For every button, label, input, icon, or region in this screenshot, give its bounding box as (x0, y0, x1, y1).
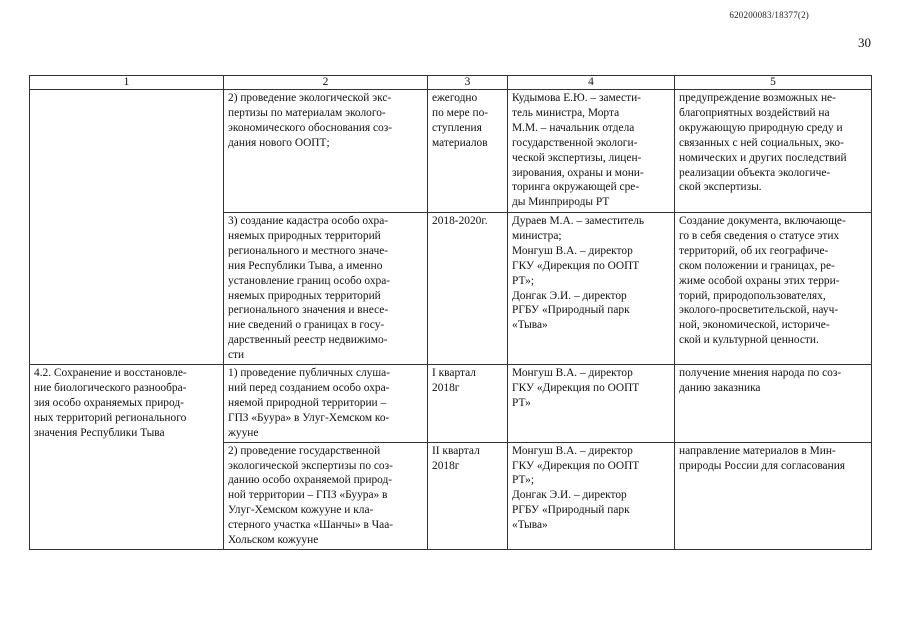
deadline-cell: II квартал 2018г (428, 442, 508, 549)
column-header-2: 2 (224, 76, 428, 90)
measure-cell: 3) создание кадастра особо охра- няемых природных территорий регионального и местного значе- ния Республики Тыва, а именно установление границ особо охра- няемых природных территорий регионального значения и внесе- ние сведений о границах в госу- дарственный реестр недвижимо- сти (224, 213, 428, 365)
column-header-5: 5 (675, 76, 872, 90)
section-cell-empty (30, 90, 224, 365)
result-cell: получение мнения народа по соз- данию заказника (675, 365, 872, 443)
document-id: 620200083/18377(2) (729, 10, 809, 20)
responsible-cell: Монгуш В.А. – директор ГКУ «Дирекция по ООПТ РТ» (508, 365, 675, 443)
measure-cell: 1) проведение публичных слуша- ний перед созданием особо охра- няемой природной территории – ГПЗ «Буура» в Улуг-Хемском ко- жууне (224, 365, 428, 443)
deadline-cell: ежегодно по мере по- ступления материалов (428, 90, 508, 213)
result-cell: предупреждение возможных не- благоприятных воздействий на окружающую природную среду и связанных с ней социальных, эко- номических и других последствий реализации объекта экологиче- ской экспертизы. (675, 90, 872, 213)
measure-cell: 2) проведение государственной экологической экспертизы по соз- данию особо охраняемой природ- ной территории – ГПЗ «Буура» в Улуг-Хемском кожууне и кла- стерного участка «Шанчы» в Чаа- Хольском кожууне (224, 442, 428, 549)
section-cell: 4.2. Сохранение и восстановле- ние биологического разнообра- зия особо охраняемых природ- ных территорий регионального значения Республики Тыва (30, 365, 224, 550)
page-number: 30 (858, 35, 871, 50)
column-header-3: 3 (428, 76, 508, 90)
column-header-1: 1 (30, 76, 224, 90)
responsible-cell: Кудымова Е.Ю. – замести- тель министра, Морта М.М. – начальник отдела государственной экологи- ческой экспертизы, лицен- зирования, охраны и мони- торинга окружающей сре- ды Минприроды РТ (508, 90, 675, 213)
table-header-row (30, 76, 872, 90)
result-cell: направление материалов в Мин- природы России для согласования (675, 442, 872, 549)
deadline-cell: I квартал 2018г (428, 365, 508, 443)
measures-table (29, 75, 872, 550)
column-header-4: 4 (508, 76, 675, 90)
responsible-cell: Дураев М.А. – заместитель министра; Монгуш В.А. – директор ГКУ «Дирекция по ООПТ РТ»; Донгак Э.И. – директор РГБУ «Природный парк «Тыва» (508, 213, 675, 365)
deadline-cell: 2018-2020г. (428, 213, 508, 365)
measure-cell: 2) проведение экологической экс- пертизы по материалам эколого- экономического обоснования соз- дания нового ООПТ; (224, 90, 428, 213)
table-row (30, 90, 872, 213)
responsible-cell: Монгуш В.А. – директор ГКУ «Дирекция по ООПТ РТ»; Донгак Э.И. – директор РГБУ «Природный парк «Тыва» (508, 442, 675, 549)
table-row (30, 365, 872, 443)
result-cell: Создание документа, включающе- го в себя сведения о статусе этих территорий, об их географиче- ском положении и границах, ре- жиме особой охраны этих терри- торий, природопользователях, эколого-просветительской, науч- ной, экономической, историче- ской и культурной ценности. (675, 213, 872, 365)
